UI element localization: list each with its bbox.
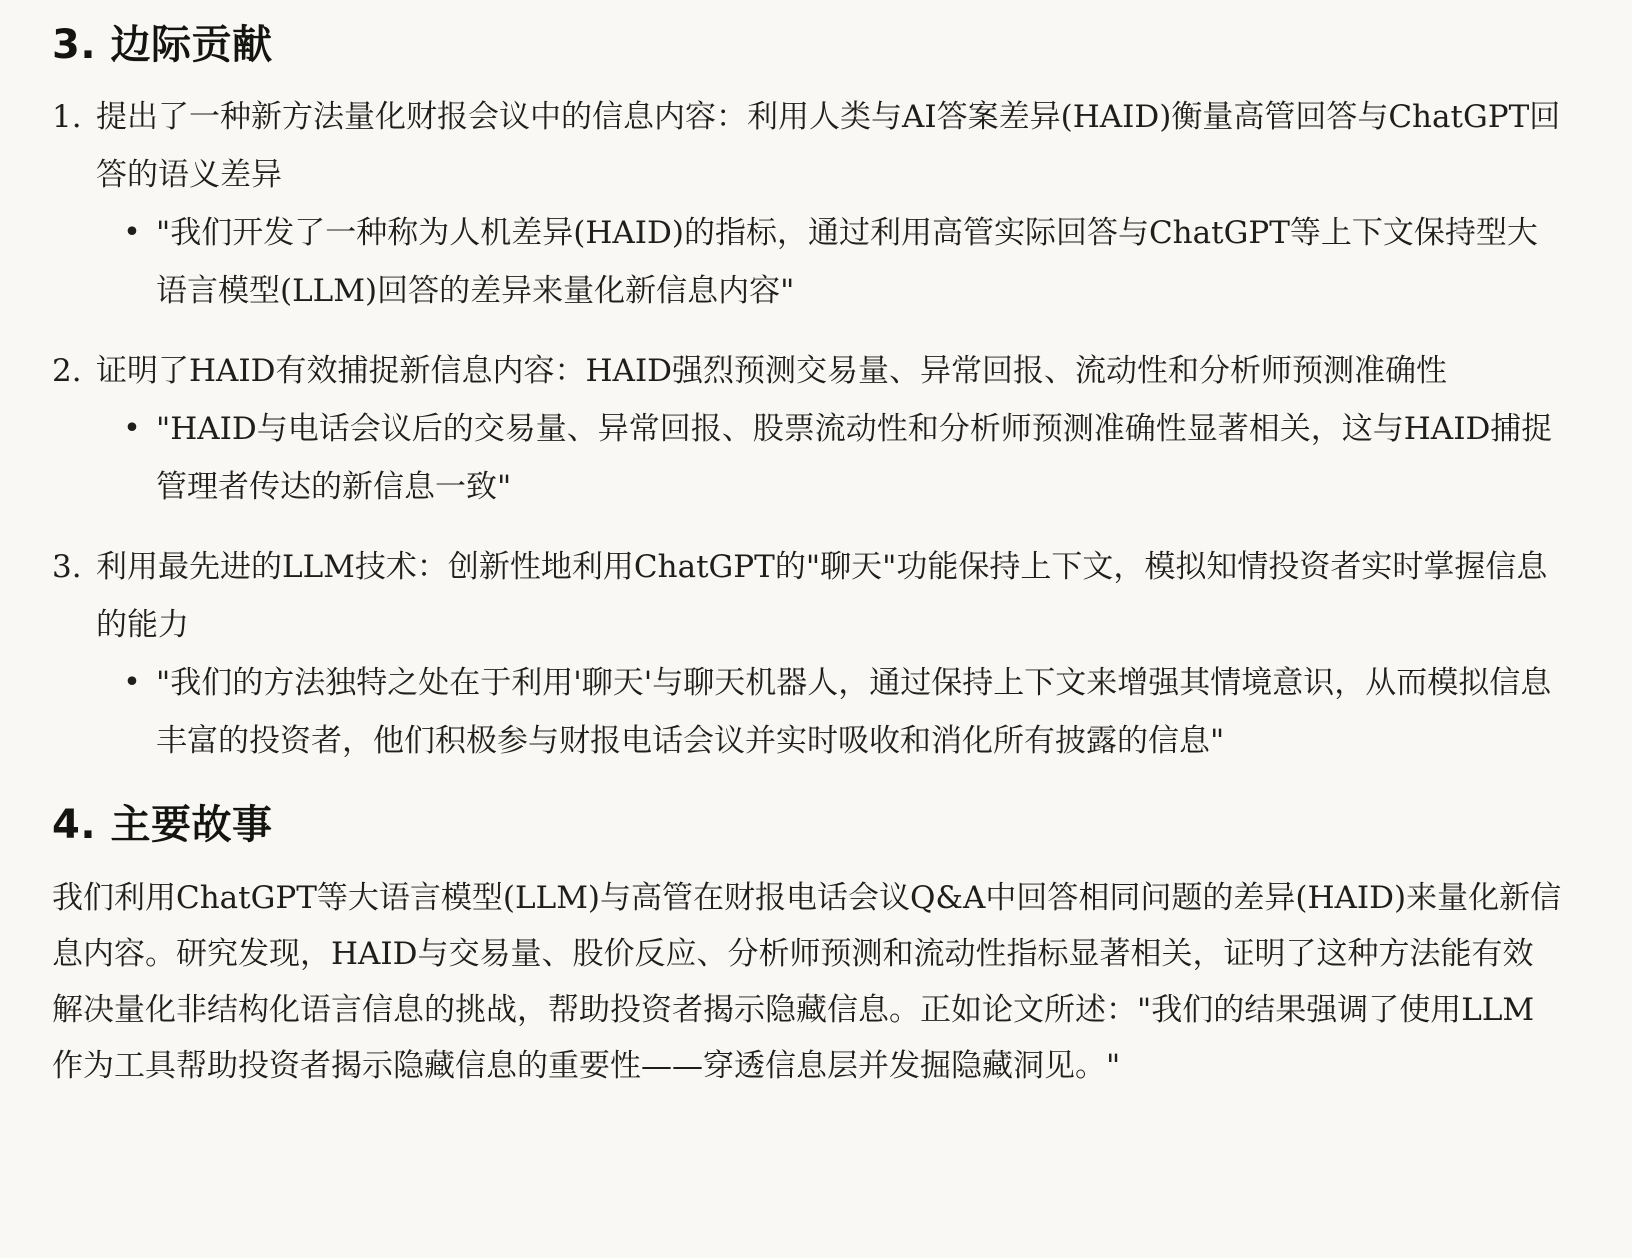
list-item-text: 证明了HAID有效捕捉新信息内容：HAID强烈预测交易量、异常回报、流动性和分析师预测准确性	[96, 353, 1448, 389]
list-item	[52, 342, 1562, 516]
list-item	[52, 88, 1562, 320]
quote-item	[123, 204, 1562, 320]
section-4-heading: 4. 主要故事	[52, 802, 273, 848]
quote-item	[123, 400, 1562, 516]
quote-text: "我们的方法独特之处在于利用'聊天'与聊天机器人，通过保持上下文来增强其情境意识，从而模拟信息丰富的投资者，他们积极参与财报电话会议并实时吸收和消化所有披露的信息"	[156, 665, 1552, 759]
list-item-number: 2.	[52, 353, 82, 389]
quote-list	[96, 654, 1562, 770]
list-item	[52, 538, 1562, 770]
bullet-icon: •	[123, 411, 141, 446]
bullet-icon: •	[123, 665, 141, 700]
contribution-list	[52, 88, 1562, 770]
quote-item	[123, 654, 1562, 770]
quote-list	[96, 400, 1562, 516]
bullet-icon: •	[123, 215, 141, 250]
quote-text: "我们开发了一种称为人机差异(HAID)的指标，通过利用高管实际回答与ChatGPT等上下文保持型大语言模型(LLM)回答的差异来量化新信息内容"	[156, 215, 1538, 309]
list-item-number: 1.	[52, 99, 82, 135]
list-item-text: 提出了一种新方法量化财报会议中的信息内容：利用人类与AI答案差异(HAID)衡量高管回答与ChatGPT回答的语义差异	[96, 99, 1561, 193]
section-4	[52, 792, 1562, 1094]
quote-text: "HAID与电话会议后的交易量、异常回报、股票流动性和分析师预测准确性显著相关，这与HAID捕捉管理者传达的新信息一致"	[156, 411, 1553, 505]
list-item-text: 利用最先进的LLM技术：创新性地利用ChatGPT的"聊天"功能保持上下文，模拟知情投资者实时掌握信息的能力	[96, 549, 1548, 643]
quote-list	[96, 204, 1562, 320]
main-story-paragraph: 我们利用ChatGPT等大语言模型(LLM)与高管在财报电话会议Q&A中回答相同问题的差异(HAID)来量化新信息内容。研究发现，HAID与交易量、股价反应、分析师预测和流动性指标显著相关，证明了这种方法能有效解决量化非结构化语言信息的挑战，帮助投资者揭示隐藏信息。正如论文所述："我们的结果强调了使用LLM作为工具帮助投资者揭示隐藏信息的重要性——穿透信息层并发掘隐藏洞见。"	[52, 880, 1562, 1084]
list-item-number: 3.	[52, 549, 82, 585]
section-3-heading: 3. 边际贡献	[52, 22, 273, 68]
